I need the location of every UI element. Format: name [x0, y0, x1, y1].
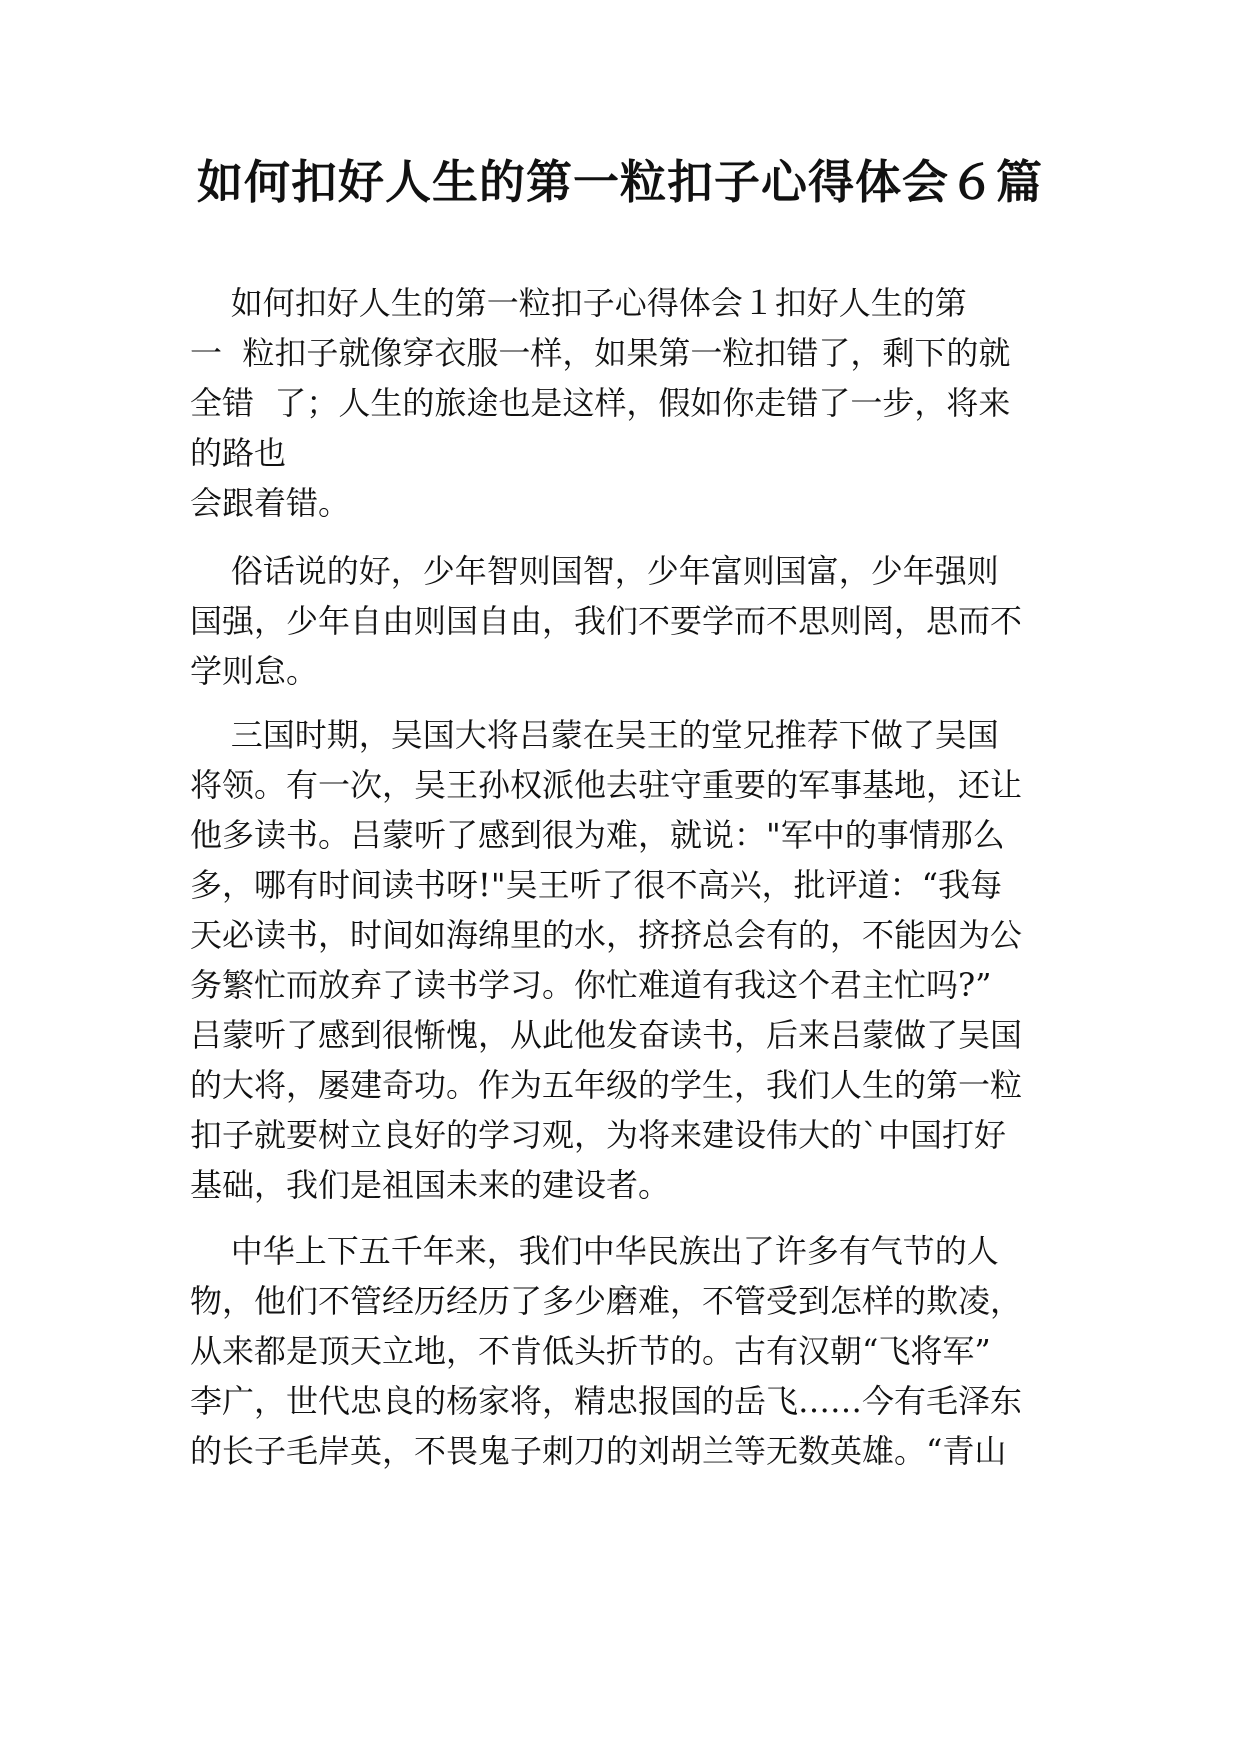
text-line: 一 粒扣子就像穿衣服一样，如果第一粒扣错了，剩下的就 — [190, 334, 1011, 372]
text-line: 的路也 — [190, 434, 287, 472]
text-line: 会跟着错。 — [190, 484, 351, 522]
paragraph-1 — [190, 278, 1070, 528]
text-line: 中华上下五千年来，我们中华民族出了许多有气节的人 — [190, 1232, 999, 1270]
paragraph-spacer — [190, 528, 1070, 546]
text-line: 的大将，屡建奇功。作为五年级的学生，我们人生的第一粒 — [190, 1066, 1023, 1104]
paragraph-4 — [190, 1226, 1070, 1476]
text-line: 物，他们不管经历经历了多少磨难，不管受到怎样的欺凌， — [190, 1282, 1023, 1320]
text-line: 将领。有一次，吴王孙权派他去驻守重要的军事基地，还让 — [190, 766, 1023, 804]
text-line: 务繁忙而放弃了读书学习。你忙难道有我这个君主忙吗?” — [190, 966, 992, 1004]
text-line: 李广，世代忠良的杨家将，精忠报国的岳飞……今有毛泽东 — [190, 1382, 1023, 1420]
text-line: 他多读书。吕蒙听了感到很为难，就说："军中的事情那么 — [190, 816, 1005, 854]
text-line: 多，哪有时间读书呀!"吴王听了很不高兴，批评道：“我每 — [190, 866, 1002, 904]
paragraph-3 — [190, 710, 1070, 1210]
text-line: 俗话说的好，少年智则国智，少年富则国富，少年强则 — [190, 552, 999, 590]
text-line: 的长子毛岸英，不畏鬼子刺刀的刘胡兰等无数英雄。“青山 — [190, 1432, 1007, 1470]
text-line: 国强，少年自由则国自由，我们不要学而不思则罔，思而不 — [190, 602, 1023, 640]
text-line: 如何扣好人生的第一粒扣子心得体会１扣好人生的第 — [190, 284, 967, 322]
text-line: 从来都是顶天立地，不肯低头折节的。古有汉朝“飞将军” — [190, 1332, 991, 1370]
text-line: 基础，我们是祖国未来的建设者。 — [190, 1166, 671, 1204]
text-line: 扣子就要树立良好的学习观，为将来建设伟大的`中国打好 — [190, 1116, 1007, 1154]
paragraph-2 — [190, 546, 1070, 696]
text-line: 学则怠。 — [190, 652, 319, 690]
document-title: 如何扣好人生的第一粒扣子心得体会６篇 — [197, 155, 1043, 209]
text-line: 三国时期，吴国大将吕蒙在吴王的堂兄推荐下做了吴国 — [190, 716, 999, 754]
text-line: 天必读书，时间如海绵里的水，挤挤总会有的，不能因为公 — [190, 916, 1023, 954]
paragraph-spacer — [190, 1210, 1070, 1226]
text-line: 吕蒙听了感到很惭愧，从此他发奋读书，后来吕蒙做了吴国 — [190, 1016, 1023, 1054]
document-body — [190, 278, 1070, 1476]
paragraph-spacer — [190, 696, 1070, 710]
text-line: 全错 了；人生的旅途也是这样，假如你走错了一步，将来 — [190, 384, 1011, 422]
